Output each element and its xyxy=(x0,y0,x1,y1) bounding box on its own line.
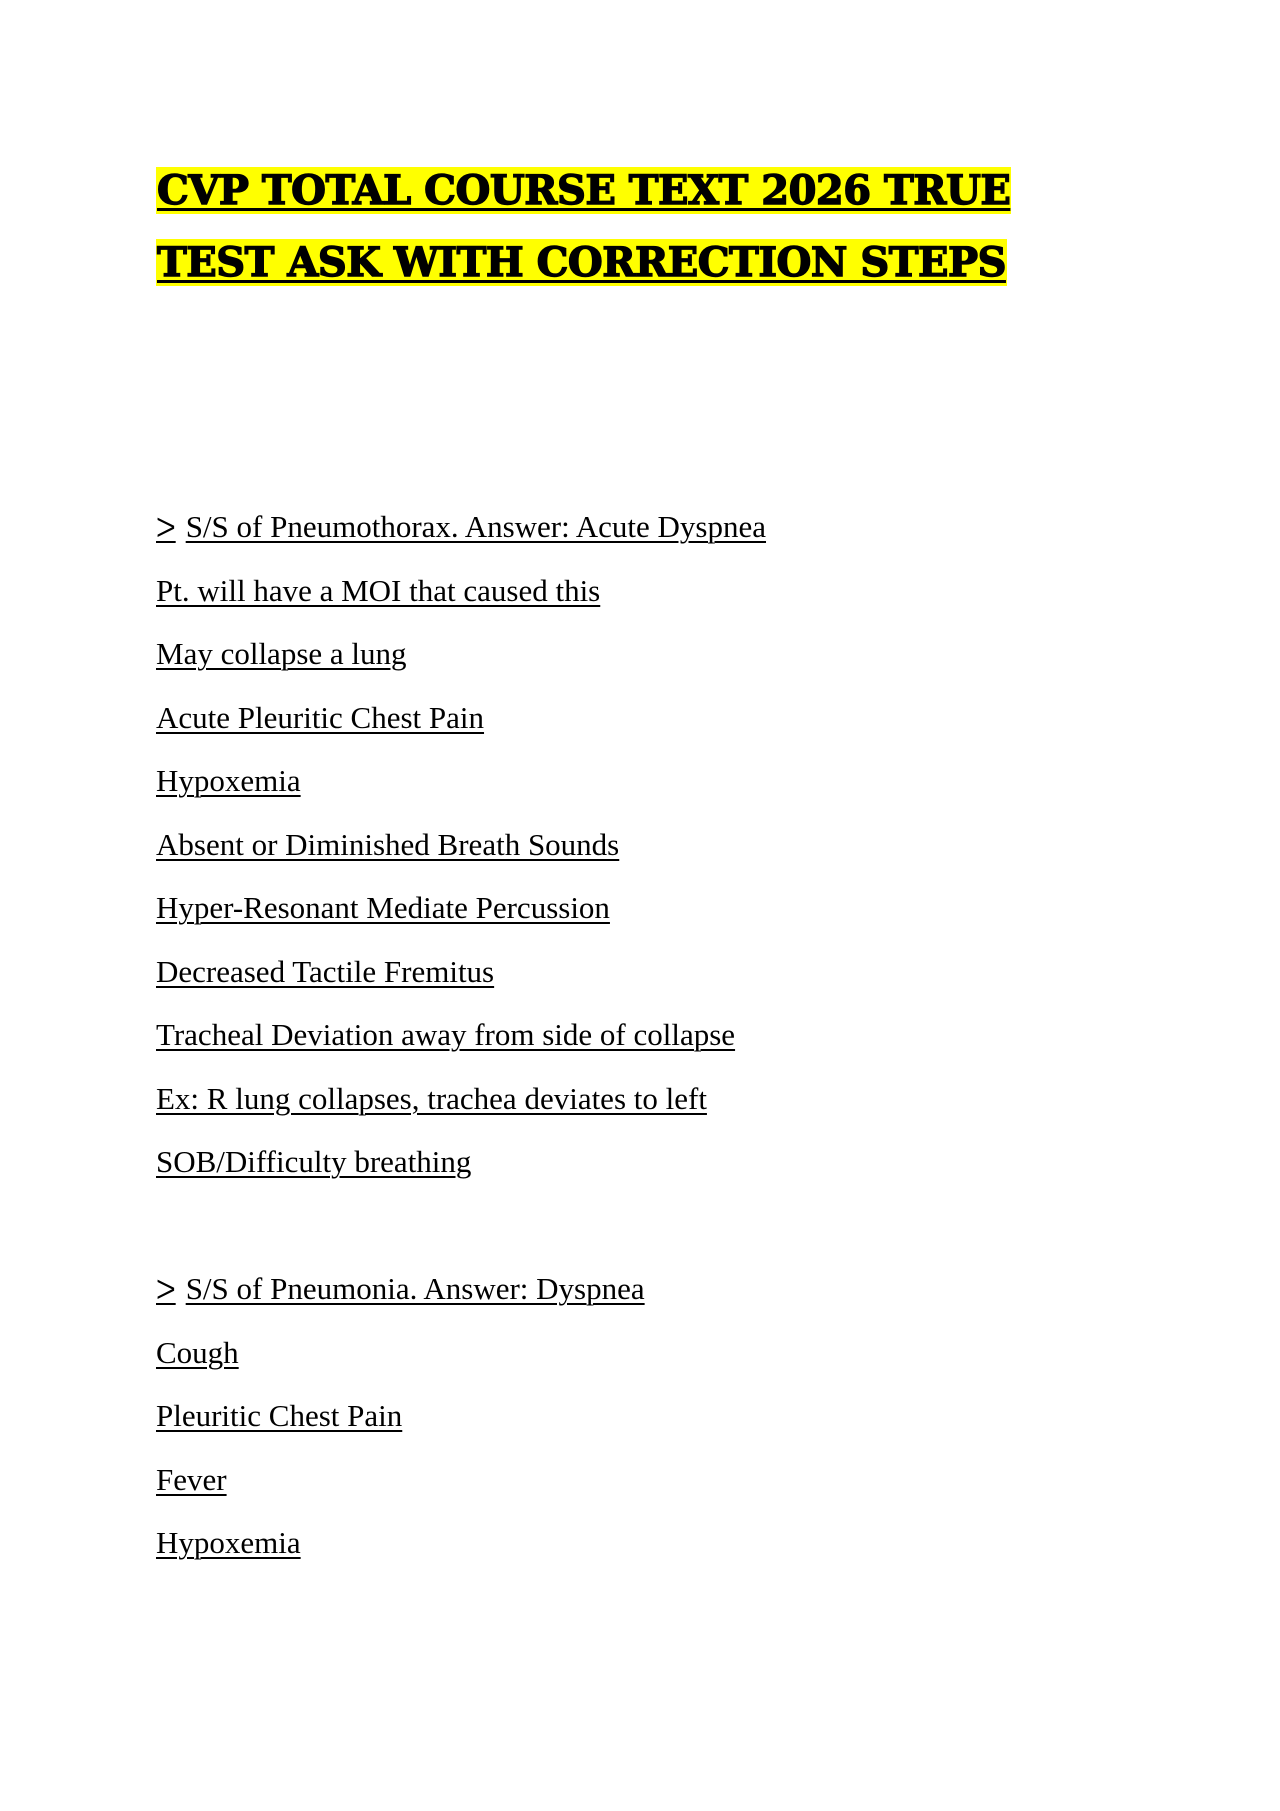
question-line xyxy=(156,507,1156,571)
answer-item xyxy=(156,888,1156,952)
answer-item xyxy=(156,1333,1156,1397)
answer-item-text: Pt. will have a MOI that caused this xyxy=(156,572,601,608)
answer-item xyxy=(156,698,1156,762)
answer-item xyxy=(156,761,1156,825)
question-text: S/S of Pneumothorax. Answer: Acute Dyspnea xyxy=(185,509,767,544)
answer-item xyxy=(156,1079,1156,1143)
answer-item-text: Ex: R lung collapses, trachea deviates to left xyxy=(156,1080,707,1116)
answer-item-text: Fever xyxy=(156,1461,227,1497)
answer-item-text: Absent or Diminished Breath Sounds xyxy=(156,826,620,862)
answer-item-text: Hypoxemia xyxy=(156,1525,301,1560)
answer-item-text: May collapse a lung xyxy=(156,636,407,671)
answer-item xyxy=(156,1396,1156,1460)
document-content xyxy=(156,507,1156,1587)
answer-item-text: Cough xyxy=(156,1334,239,1370)
answer-item-text: Tracheal Deviation away from side of collapse xyxy=(156,1017,736,1052)
question-line xyxy=(156,1269,1156,1333)
answer-item-text: Decreased Tactile Fremitus xyxy=(156,953,495,989)
question-text: S/S of Pneumonia. Answer: Dyspnea xyxy=(185,1271,645,1306)
arrow-icon: ᐳ xyxy=(156,1275,176,1306)
answer-item xyxy=(156,634,1156,698)
answer-item xyxy=(156,1015,1156,1079)
answer-item-text: Acute Pleuritic Chest Pain xyxy=(156,699,485,735)
arrow-icon: ᐳ xyxy=(156,513,176,544)
question-block-pneumonia xyxy=(156,1269,1156,1587)
answer-item xyxy=(156,1142,1156,1206)
title-line-2: TEST ASK WITH CORRECTION STEPS xyxy=(157,239,1006,286)
answer-item xyxy=(156,1460,1156,1524)
answer-item xyxy=(156,1523,1156,1587)
document-title xyxy=(156,155,1116,299)
answer-item xyxy=(156,571,1156,635)
answer-item-text: Hypoxemia xyxy=(156,763,301,798)
answer-item xyxy=(156,952,1156,1016)
answer-item-text: Pleuritic Chest Pain xyxy=(156,1398,403,1433)
answer-item xyxy=(156,825,1156,889)
title-line-1: CVP TOTAL COURSE TEXT 2026 TRUE xyxy=(157,167,1011,214)
answer-item-text: Hyper-Resonant Mediate Percussion xyxy=(156,890,610,925)
question-block-pneumothorax xyxy=(156,507,1156,1206)
answer-item-text: SOB/Difficulty breathing xyxy=(156,1144,472,1179)
